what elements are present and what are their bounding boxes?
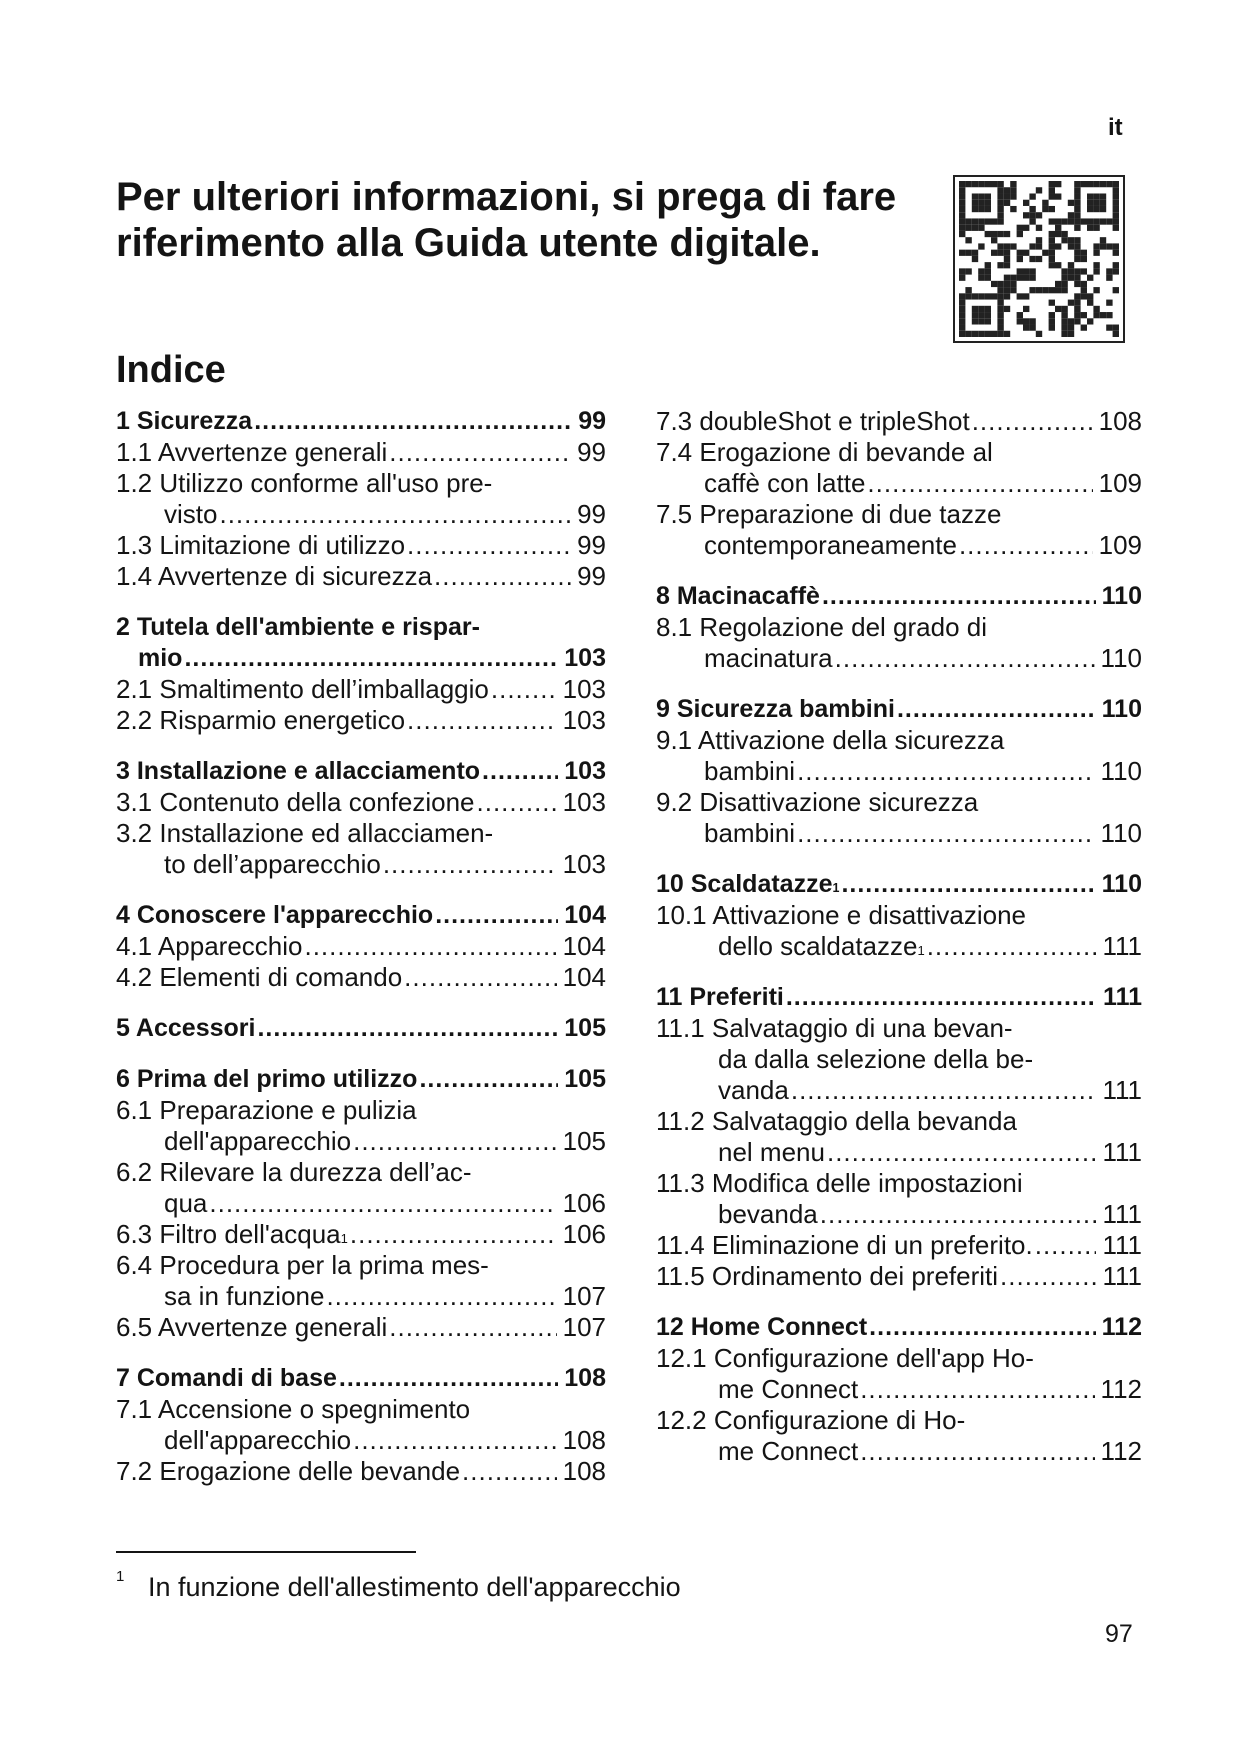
- toc-page-number: 112: [1101, 1313, 1142, 1341]
- toc-entry-title: bambini: [704, 756, 796, 786]
- leader-dots: [860, 1374, 1094, 1405]
- toc-entry-title: 10.1 Attivazione e disattivazione: [656, 900, 1027, 930]
- toc-page-number: 104: [562, 962, 606, 992]
- toc-chapter[interactable]: [116, 900, 606, 931]
- toc-entry-title: contemporaneamente: [704, 530, 957, 560]
- leader-dots: [209, 1188, 556, 1219]
- toc-entry-title: 4.2 Elementi di comando: [116, 962, 403, 992]
- toc-page-number: 99: [577, 499, 606, 529]
- leader-dots: [482, 756, 558, 787]
- toc-subsection[interactable]: [656, 1261, 1142, 1292]
- toc-page-number: 111: [1102, 1199, 1142, 1229]
- toc-page-number: 111: [1103, 983, 1142, 1011]
- footnote-divider: [116, 1551, 416, 1553]
- toc-page-number: 103: [562, 674, 606, 704]
- toc-entry-title: 3.2 Installazione ed allacciamen-: [116, 818, 494, 848]
- leader-dots: [477, 787, 557, 818]
- toc-page-number: 105: [564, 1014, 606, 1042]
- footnote-mark: 1: [116, 1568, 125, 1585]
- toc-entry-title: 4 Conoscere l'apparecchio: [116, 901, 434, 929]
- toc-entry-title: dell'apparecchio: [164, 1126, 352, 1156]
- toc-page-number: 112: [1100, 1374, 1142, 1404]
- toc-chapter[interactable]: [116, 756, 606, 787]
- toc-subsection[interactable]: [116, 1394, 606, 1456]
- toc-entry-title: me Connect: [718, 1374, 859, 1404]
- toc-left-column: [116, 406, 606, 1487]
- toc-entry-title: 11 Preferiti: [656, 983, 784, 1011]
- toc-subsection[interactable]: 6.3 Filtro dell'acqua 1 ..... 106: [116, 1219, 606, 1250]
- toc-page-number: 103: [564, 644, 606, 672]
- leader-dots: [419, 1064, 558, 1095]
- toc-page-number: 103: [564, 757, 606, 785]
- toc-page-number: 108: [562, 1425, 606, 1455]
- leader-dots: [835, 643, 1095, 674]
- toc-entry-title: nel menu: [718, 1137, 825, 1167]
- toc-page-number: 99: [577, 530, 606, 560]
- toc-entry-title: 11.5 Ordinamento dei preferiti: [656, 1261, 999, 1291]
- toc-subsection[interactable]: [116, 931, 606, 962]
- toc-entry-title: 11.3 Modifica delle impostazioni: [656, 1168, 1023, 1198]
- toc-chapter[interactable]: [656, 581, 1142, 612]
- qr-code-icon[interactable]: [953, 175, 1125, 343]
- toc-chapter[interactable]: [656, 982, 1142, 1013]
- leader-dots: [827, 1137, 1097, 1168]
- toc-subsection[interactable]: [656, 1106, 1142, 1168]
- toc-entry-title: 8.1 Regolazione del grado di: [656, 612, 988, 642]
- leader-dots: [462, 1456, 557, 1487]
- leader-dots: [791, 1075, 1097, 1106]
- toc-page-number: 111: [1102, 1261, 1142, 1291]
- toc-chapter[interactable]: [116, 406, 606, 437]
- toc-subsection[interactable]: [656, 612, 1142, 674]
- leader-dots: [304, 931, 556, 962]
- toc-page-number: 103: [562, 705, 606, 735]
- toc-page-number: 99: [578, 407, 606, 435]
- toc-chapter[interactable]: [116, 1363, 606, 1394]
- toc-page-number: 109: [1098, 530, 1142, 560]
- toc-entry-title: 9 Sicurezza bambini: [656, 695, 895, 723]
- toc-page-number: 112: [1100, 1436, 1142, 1466]
- toc-entry-title: 12 Home Connect: [656, 1313, 868, 1341]
- leader-dots: [897, 694, 1096, 725]
- toc-entry-title: 7.5 Preparazione di due tazze: [656, 499, 1002, 529]
- toc-entry-title: 2.2 Risparmio energetico: [116, 705, 406, 735]
- toc-subsection[interactable]: [116, 787, 606, 818]
- leader-dots: [867, 468, 1092, 499]
- toc-subsection[interactable]: [656, 1343, 1142, 1405]
- leader-dots: [797, 756, 1094, 787]
- leader-dots: [350, 1219, 557, 1250]
- toc-chapter[interactable]: [656, 1312, 1142, 1343]
- leader-dots: [491, 674, 557, 705]
- toc-entry-title: caffè con latte: [704, 468, 866, 498]
- toc-page-number: 99: [577, 561, 606, 591]
- toc-subsection[interactable]: [656, 437, 1142, 499]
- leader-dots: [339, 1363, 558, 1394]
- toc-subsection[interactable]: [116, 437, 606, 468]
- toc-chapter[interactable]: [116, 1064, 606, 1095]
- toc-entry-title: to dell’apparecchio: [164, 849, 381, 879]
- toc-entry-title: me Connect: [718, 1436, 859, 1466]
- toc-entry-title: 4.1 Apparecchio: [116, 931, 303, 961]
- toc-chapter[interactable]: 10 Scaldatazze 1 ..... 110: [656, 869, 1142, 900]
- toc-entry-title: 3.1 Contenuto della confezione: [116, 787, 475, 817]
- leader-dots: [389, 437, 571, 468]
- leader-dots: [1000, 1261, 1096, 1292]
- leader-dots: [972, 406, 1093, 437]
- toc-subsection[interactable]: [656, 725, 1142, 787]
- toc-chapter[interactable]: [656, 694, 1142, 725]
- toc-entry-title: mio: [138, 644, 183, 672]
- toc-entry-title: 6.2 Rilevare la durezza dell’ac-: [116, 1157, 472, 1187]
- toc-page-number: 111: [1102, 1075, 1142, 1105]
- toc-subsection[interactable]: [116, 1095, 606, 1157]
- toc-entry-title: 6.5 Avvertenze generali: [116, 1312, 388, 1342]
- leader-dots: [254, 406, 572, 437]
- toc-subsection[interactable]: [116, 1312, 606, 1343]
- toc-page-number: 110: [1100, 818, 1142, 848]
- toc-entry-title: visto: [164, 499, 218, 529]
- toc-entry-title: 10 Scaldatazze: [656, 870, 833, 898]
- footnote-text: In funzione dell'allestimento dell'apparecchio: [148, 1572, 681, 1602]
- toc-entry-title: 1.4 Avvertenze di sicurezza: [116, 561, 433, 591]
- toc-page-number: 108: [564, 1364, 606, 1392]
- toc-entry-title: qua: [164, 1188, 208, 1218]
- toc-entry-title: 7.1 Accensione o spegnimento: [116, 1394, 471, 1424]
- toc-subsection[interactable]: [116, 530, 606, 561]
- toc-entry-title: 7 Comandi di base: [116, 1364, 337, 1392]
- leader-dots: [389, 1312, 556, 1343]
- toc-entry-title: 1.2 Utilizzo conforme all'uso pre-: [116, 468, 493, 498]
- toc-page-number: 103: [562, 849, 606, 879]
- leader-dots: [404, 962, 556, 993]
- leader-dots: [1035, 1230, 1097, 1261]
- toc-entry-title: dello scaldatazze: [718, 931, 918, 961]
- toc-subsection[interactable]: [116, 674, 606, 705]
- toc-page-number: 109: [1098, 468, 1142, 498]
- toc-entry-title: 5 Accessori: [116, 1014, 256, 1042]
- toc-subsection[interactable]: [656, 406, 1142, 437]
- toc-subsection[interactable]: [656, 1230, 1142, 1261]
- toc-page-number: 104: [564, 901, 606, 929]
- language-code: it: [1108, 114, 1123, 141]
- toc-subsection[interactable]: [116, 468, 606, 530]
- toc-page-number: 104: [562, 931, 606, 961]
- toc-subsection[interactable]: [656, 787, 1142, 849]
- toc-subsection[interactable]: [116, 1250, 606, 1312]
- leader-dots: [407, 705, 557, 736]
- toc-entry-title: 9.1 Attivazione della sicurezza: [656, 725, 1005, 755]
- toc-subsection[interactable]: [656, 1405, 1142, 1467]
- toc-subsection[interactable]: 10.1 Attivazione e disattivazione dello scaldatazze 1 ..... 111: [656, 900, 1142, 962]
- toc-page-number: 105: [564, 1065, 606, 1093]
- leader-dots: [820, 1199, 1097, 1230]
- toc-page-number: 110: [1100, 756, 1142, 786]
- toc-entry-title: 11.1 Salvataggio di una bevan-: [656, 1013, 1013, 1043]
- leader-dots: [353, 1126, 557, 1157]
- toc-page-number: 110: [1101, 695, 1142, 723]
- toc-entry-title: 2 Tutela dell'ambiente e rispar-: [116, 613, 480, 641]
- leader-dots: [435, 900, 558, 931]
- toc-page-number: 111: [1102, 1230, 1142, 1260]
- toc-chapter[interactable]: [116, 612, 606, 674]
- toc-page-number: 111: [1102, 1137, 1142, 1167]
- page-number: 97: [1105, 1620, 1133, 1648]
- leader-dots: [786, 982, 1097, 1013]
- toc-entry-title: 12.2 Configurazione di Ho-: [656, 1405, 966, 1435]
- toc-page-number: 107: [562, 1281, 606, 1311]
- toc-entry-title: 9.2 Disattivazione sicurezza: [656, 787, 979, 817]
- leader-dots: [822, 581, 1096, 612]
- leader-dots: [326, 1281, 556, 1312]
- leader-dots: [257, 1013, 558, 1044]
- toc-entry-title: 6.4 Procedura per la prima mes-: [116, 1250, 489, 1280]
- toc-entry-title: 6 Prima del primo utilizzo: [116, 1065, 418, 1093]
- toc-entry-title: bambini: [704, 818, 796, 848]
- toc-page-number: 105: [562, 1126, 606, 1156]
- leader-dots: [407, 530, 571, 561]
- toc-subsection[interactable]: [656, 1168, 1142, 1230]
- toc-entry-title: 7.3 doubleShot e tripleShot: [656, 406, 970, 436]
- toc-entry-title: dell'apparecchio: [164, 1425, 352, 1455]
- toc-entry-title: 1.1 Avvertenze generali: [116, 437, 388, 467]
- leader-dots: [383, 849, 557, 880]
- toc-entry-title: bevanda: [718, 1199, 818, 1229]
- leader-dots: [797, 818, 1094, 849]
- toc-page-number: 108: [562, 1456, 606, 1486]
- toc-entry-title: 11.2 Salvataggio della bevanda: [656, 1106, 1017, 1136]
- leader-dots: [353, 1425, 557, 1456]
- leader-dots: [869, 1312, 1095, 1343]
- toc-subsection[interactable]: [116, 561, 606, 592]
- leader-dots: [219, 499, 571, 530]
- toc-subsection[interactable]: [656, 499, 1142, 561]
- toc-subsection[interactable]: [656, 1013, 1142, 1106]
- toc-entry-title: 7.4 Erogazione di bevande al: [656, 437, 993, 467]
- toc-subsection[interactable]: [116, 818, 606, 880]
- toc-page-number: 110: [1101, 870, 1142, 898]
- toc-entry-title: 3 Installazione e allacciamento: [116, 757, 481, 785]
- leader-dots: [860, 1436, 1094, 1467]
- leader-dots: [841, 869, 1095, 900]
- toc-entry-title: 6.1 Preparazione e pulizia: [116, 1095, 417, 1125]
- toc-entry-title: 6.3 Filtro dell'acqua: [116, 1219, 341, 1249]
- toc-subsection[interactable]: [116, 1456, 606, 1487]
- toc-chapter[interactable]: [116, 1013, 606, 1044]
- toc-right-column: [656, 406, 1142, 1467]
- toc-page-number: 111: [1102, 931, 1142, 961]
- toc-entry-title: vanda: [718, 1075, 789, 1105]
- toc-entry-title: da dalla selezione della be-: [718, 1044, 1034, 1074]
- toc-page-number: 106: [562, 1219, 606, 1249]
- toc-subsection[interactable]: [116, 962, 606, 993]
- toc-page-number: 107: [562, 1312, 606, 1342]
- toc-entry-title: 8 Macinacaffè: [656, 582, 820, 610]
- leader-dots: [959, 530, 1093, 561]
- toc-page-number: 106: [562, 1188, 606, 1218]
- leader-dots: [434, 561, 571, 592]
- page-headline: Per ulteriori informazioni, si prega di fare riferimento alla Guida utente digitale.: [116, 175, 897, 265]
- toc-entry-title: 12.1 Configurazione dell'app Ho-: [656, 1343, 1034, 1373]
- toc-entry-title: macinatura: [704, 643, 833, 673]
- toc-subsection[interactable]: [116, 1157, 606, 1219]
- toc-entry-title: 7.2 Erogazione delle bevande: [116, 1456, 461, 1486]
- leader-dots: [927, 931, 1097, 962]
- toc-page-number: 99: [577, 437, 606, 467]
- toc-title: Indice: [116, 349, 226, 391]
- toc-entry-title: 1 Sicurezza: [116, 407, 253, 435]
- toc-entry-title: 11.4 Eliminazione di un preferito.: [656, 1230, 1033, 1260]
- toc-entry-title: sa in funzione: [164, 1281, 325, 1311]
- toc-page-number: 110: [1101, 582, 1142, 610]
- toc-page-number: 103: [562, 787, 606, 817]
- leader-dots: [184, 643, 558, 674]
- toc-subsection[interactable]: [116, 705, 606, 736]
- toc-page-number: 110: [1100, 643, 1142, 673]
- toc-entry-title: 1.3 Limitazione di utilizzo: [116, 530, 406, 560]
- toc-entry-title: 2.1 Smaltimento dell’imballaggio: [116, 674, 489, 704]
- toc-page-number: 108: [1098, 406, 1142, 436]
